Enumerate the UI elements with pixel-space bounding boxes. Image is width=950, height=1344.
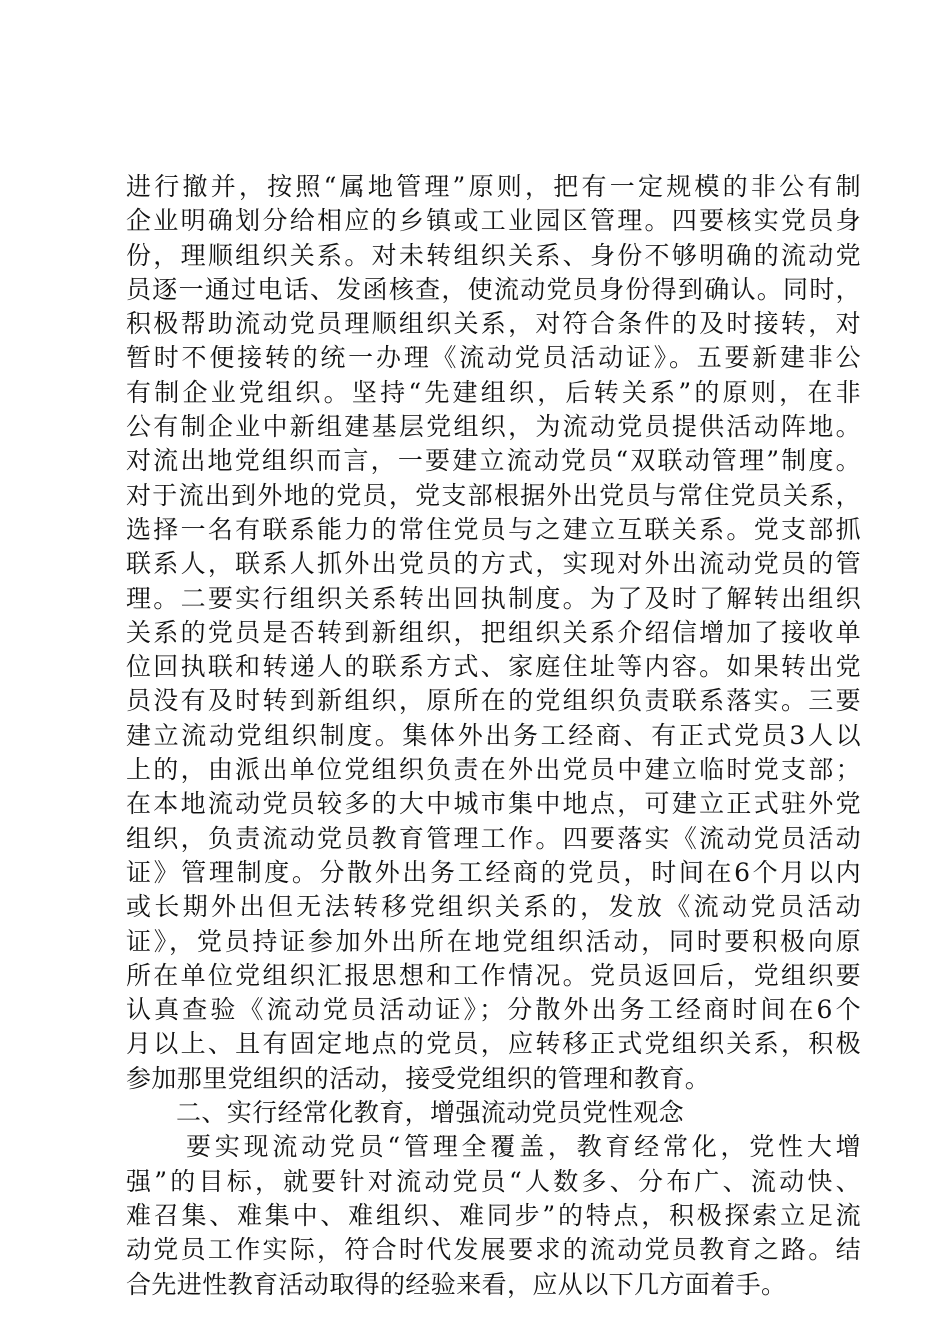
text-line: 组织，负责流动党员教育管理工作。四要落实《流动党员活动 [126, 823, 861, 853]
text-line: 份，理顺组织关系。对未转组织关系、身份不够明确的流动党 [126, 240, 861, 270]
text-line: 企业明确划分给相应的乡镇或工业园区管理。四要核实党员身 [126, 206, 861, 236]
text-line: 上的，由派出单位党组织负责在外出党员中建立临时党支部； [126, 755, 861, 785]
text-line: 对流出地党组织而言，一要建立流动党员“双联动管理”制度。 [126, 446, 861, 476]
text-line: 参加那里党组织的活动，接受党组织的管理和教育。 [126, 1063, 711, 1093]
text-line: 证》管理制度。分散外出务工经商的党员，时间在6个月以内 [126, 857, 861, 887]
text-line: 证》，党员持证参加外出所在地党组织活动，同时要积极向原 [126, 926, 861, 956]
text-line: 理。二要实行组织关系转出回执制度。为了及时了解转出组织 [126, 583, 861, 613]
text-line: 积极帮助流动党员理顺组织关系，对符合条件的及时接转，对 [126, 309, 861, 339]
text-line: 要实现流动党员“管理全覆盖，教育经常化，党性大增 [186, 1132, 861, 1162]
section-heading: 二、实行经常化教育，增强流动党员党性观念 [176, 1098, 685, 1128]
text-line: 月以上、且有固定地点的党员，应转移正式党组织关系，积极 [126, 1029, 861, 1059]
text-line: 认真查验《流动党员活动证》；分散外出务工经商时间在6个 [126, 995, 861, 1025]
text-line: 进行撤并，按照“属地管理”原则，把有一定规模的非公有制 [126, 172, 861, 201]
text-line: 位回执联和转递人的联系方式、家庭住址等内容。如果转出党 [126, 652, 861, 682]
text-line: 员没有及时转到新组织，原所在的党组织负责联系落实。三要 [126, 686, 861, 716]
text-line: 暂时不便接转的统一办理《流动党员活动证》。五要新建非公 [126, 343, 861, 373]
text-line: 在本地流动党员较多的大中城市集中地点，可建立正式驻外党 [126, 789, 861, 819]
text-line: 选择一名有联系能力的常住党员与之建立互联关系。党支部抓 [126, 514, 861, 544]
text-line: 建立流动党组织制度。集体外出务工经商、有正式党员3人以 [126, 720, 861, 750]
text-line: 联系人，联系人抓外出党员的方式，实现对外出流动党员的管 [126, 549, 861, 579]
text-line: 对于流出到外地的党员，党支部根据外出党员与常住党员关系， [126, 480, 861, 510]
body-text [126, 170, 861, 1302]
text-line: 难召集、难集中、难组织、难同步”的特点，积极探索立足流 [126, 1200, 861, 1230]
text-line: 关系的党员是否转到新组织，把组织关系介绍信增加了接收单 [126, 617, 861, 647]
text-line: 有制企业党组织。坚持“先建组织，后转关系”的原则，在非 [126, 377, 861, 407]
text-line: 公有制企业中新组建基层党组织，为流动党员提供活动阵地。 [126, 412, 861, 442]
text-line: 或长期外出但无法转移党组织关系的，发放《流动党员活动 [126, 892, 861, 922]
text-line: 所在单位党组织汇报思想和工作情况。党员返回后，党组织要 [126, 960, 861, 990]
text-line: 合先进性教育活动取得的经验来看，应从以下几方面着手。 [126, 1269, 787, 1299]
text-line: 动党员工作实际，符合时代发展要求的流动党员教育之路。结 [126, 1235, 861, 1265]
text-line: 强”的目标，就要针对流动党员“人数多、分布广、流动快、 [126, 1166, 861, 1196]
text-line: 员逐一通过电话、发函核查，使流动党员身份得到确认。同时， [126, 274, 861, 304]
